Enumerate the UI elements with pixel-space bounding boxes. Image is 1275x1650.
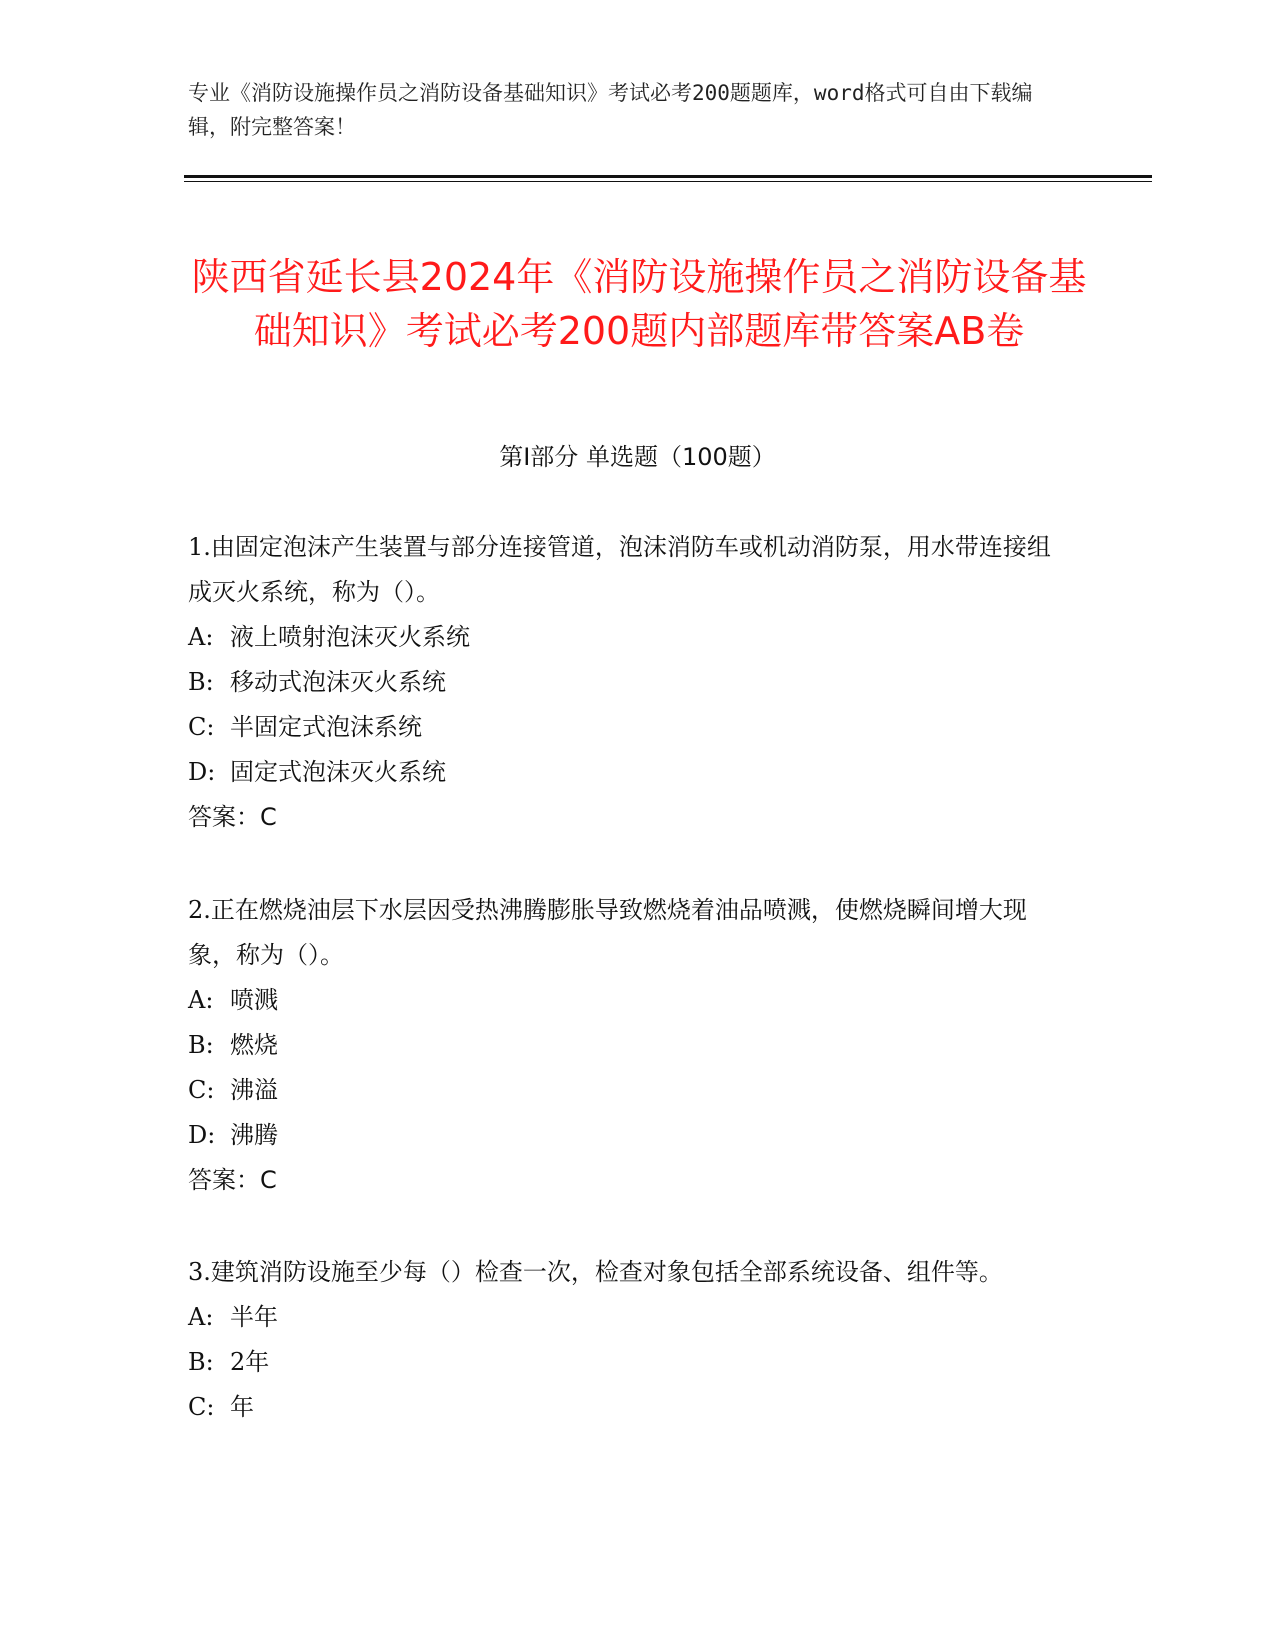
option-key: A: [188,623,214,651]
question-stem: 3.建筑消防设施至少每（）检查一次，检查对象包括全部系统设备、组件等。 [188,1258,1003,1286]
header-rule-thin [184,181,1152,182]
option-text: 移动式泡沫灭火系统 [230,668,446,696]
option-b [188,1023,1068,1068]
question-2 [188,888,1068,1203]
option-text: 固定式泡沫灭火系统 [230,758,446,786]
option-a [188,1295,1068,1340]
question-stem: 1.由固定泡沫产生装置与部分连接管道，泡沫消防车或机动消防泵，用水带连接组成灭火系统，称为（）。 [188,533,1051,606]
option-key: D: [188,1121,216,1149]
option-text: 沸溢 [230,1076,278,1104]
option-key: A: [188,1303,214,1331]
question-stem: 2.正在燃烧油层下水层因受热沸腾膨胀导致燃烧着油品喷溅，使燃烧瞬间增大现象，称为（）。 [188,896,1027,969]
option-key: C: [188,713,215,741]
document-title: 陕西省延长县2024年《消防设施操作员之消防设备基础知识》考试必考200题内部题库带答案AB卷 [191,255,1087,354]
option-text: 半固定式泡沫系统 [230,713,422,741]
answer-line: 答案：C [188,803,277,831]
option-text: 2年 [230,1348,270,1376]
question-1 [188,525,1068,840]
option-text: 喷溅 [230,986,278,1014]
option-key: A: [188,986,214,1014]
option-key: B: [188,668,214,696]
option-key: D: [188,758,216,786]
option-key: B: [188,1348,214,1376]
option-key: B: [188,1031,214,1059]
option-text: 液上喷射泡沫灭火系统 [230,623,470,651]
option-text: 沸腾 [230,1121,278,1149]
header-rule-thick [184,175,1152,178]
option-key: C: [188,1393,215,1421]
option-d [188,1113,1068,1158]
section-title: 第I部分 单选题（100题） [499,443,776,471]
option-a [188,615,1068,660]
header-note: 专业《消防设施操作员之消防设备基础知识》考试必考200题题库，word格式可自由下载编辑，附完整答案！ [188,81,1033,139]
option-text: 年 [230,1393,254,1421]
option-c [188,705,1068,750]
option-d [188,750,1068,795]
option-a [188,978,1068,1023]
answer-line: 答案：C [188,1166,277,1194]
option-key: C: [188,1076,215,1104]
option-c [188,1385,1068,1430]
option-text: 燃烧 [230,1031,278,1059]
option-text: 半年 [230,1303,278,1331]
question-3 [188,1250,1068,1430]
option-c [188,1068,1068,1113]
option-b [188,1340,1068,1385]
option-b [188,660,1068,705]
